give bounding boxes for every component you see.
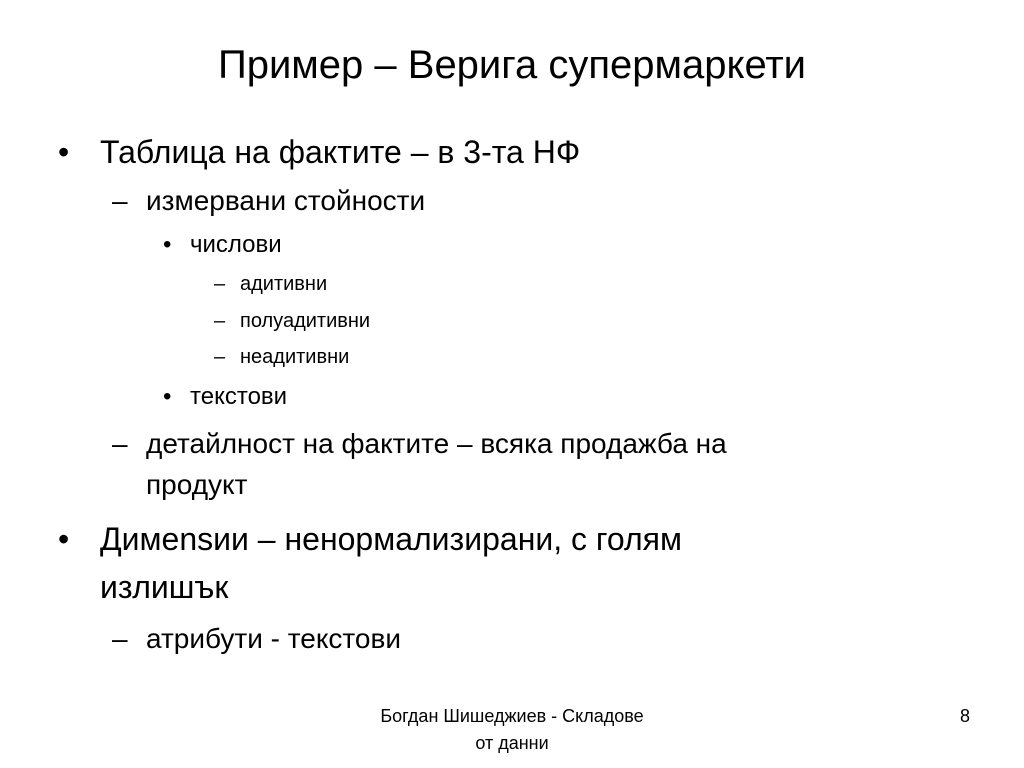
- sub-bullet-granularity-line2: продукт: [146, 469, 248, 500]
- sub-bullet-textual: текстови: [190, 383, 288, 410]
- dash-marker: –: [112, 428, 128, 459]
- slide-title: Пример – Верига супермаркети: [217, 43, 807, 87]
- bullet-marker: •: [163, 231, 172, 258]
- slide-footer: [340, 703, 684, 757]
- footer-author-line: Богдан Шишеджиев - Складове: [380, 706, 644, 726]
- dash-marker: –: [112, 185, 128, 216]
- sub-bullet-semi-additive: полуадитивни: [240, 310, 371, 332]
- sub-bullet-attributes: атрибути - текстови: [146, 623, 402, 654]
- sub-bullet-non-additive: неадитивни: [240, 346, 350, 368]
- bullet-fact-table: Таблица на фактите – в 3-та НФ: [100, 134, 581, 170]
- bullet-dimensions-line1: Димensии – ненормализирани, с голям: [100, 521, 682, 557]
- sub-bullet-additive: адитивни: [240, 273, 328, 295]
- sub-bullet-granularity-line1: детайлност на фактите – всяка продажба на: [146, 428, 727, 459]
- bullet-marker: •: [163, 383, 172, 410]
- bullet-marker: •: [58, 521, 70, 557]
- bullet-marker: •: [58, 134, 70, 170]
- dash-marker: –: [214, 346, 226, 368]
- page-number: 8: [959, 706, 970, 726]
- footer-topic-line: от данни: [475, 733, 549, 753]
- sub-bullet-measures: измервани стойности: [146, 185, 426, 216]
- sub-bullet-numeric: числови: [190, 231, 282, 258]
- bullet-dimensions-line2: излишък: [100, 569, 229, 605]
- dash-marker: –: [214, 273, 226, 295]
- dash-marker: –: [214, 310, 226, 332]
- dash-marker: –: [112, 623, 128, 654]
